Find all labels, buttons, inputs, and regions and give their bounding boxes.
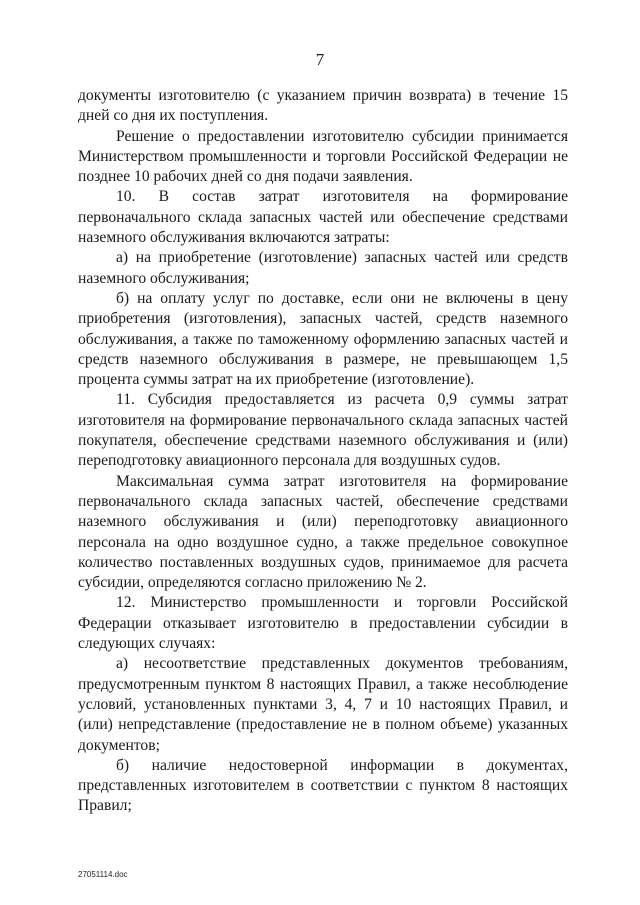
paragraph-item-10a: а) на приобретение (изготовление) запасных частей или средств наземного обслуживания; (78, 249, 568, 287)
document-body (78, 86, 568, 817)
paragraph-item-12b: б) наличие недостоверной информации в документах, представленных изготовителем в соответствии с пунктом 8 настоящих Правил; (78, 756, 568, 815)
paragraph-max-sum: Максимальная сумма затрат изготовителя на формирование первоначального склада запасных частей, обеспечение средствами наземного обслуживания и (или) переподготовку авиационного персонала на одно воздушное судно, а также предельное совокупное количество поставленных воздушных судов, принимаемое для расчета субсидии, определяются согласно приложению № 2. (78, 472, 568, 592)
paragraph-item-10b: б) на оплату услуг по доставке, если они не включены в цену приобретения (изготовления), запасных частей, средств наземного обслуживания, а также по таможенному оформлению запасных частей и средств наземного обслуживания в размере, не превышающем 1,5 процента суммы затрат на их приобретение (изготовление). (78, 289, 568, 389)
page-number: 7 (315, 50, 325, 69)
paragraph-item-10: 10. В состав затрат изготовителя на формирование первоначального склада запасных частей или обеспечение средствами наземного обслуживания включаются затраты: (78, 188, 568, 247)
paragraph-continuation: документы изготовителю (с указанием причин возврата) в течение 15 дней со дня их поступления. (78, 87, 568, 125)
paragraph-decision: Решение о предоставлении изготовителю субсидии принимается Министерством промышленности и торговли Российской Федерации не позднее 10 рабочих дней со дня подачи заявления. (78, 127, 568, 186)
footer-filename: 27051114.doc (78, 870, 128, 879)
paragraph-item-12a: а) несоответствие представленных документов требованиям, предусмотренным пунктом 8 настоящих Правил, а также несоблюдение условий, установленных пунктами 3, 4, 7 и 10 настоящих Правил, и (или) непредставление (предоставление не в полном объеме) указанных документов; (78, 655, 568, 754)
paragraph-item-12: 12. Министерство промышленности и торговли Российской Федерации отказывает изготовителю в предоставлении субсидии в следующих случаях: (78, 594, 568, 653)
paragraph-item-11: 11. Субсидия предоставляется из расчета 0,9 суммы затрат изготовителя на формирование первоначального склада запасных частей покупателя, обеспечение средствами наземного обслуживания и (или) переподготовку авиационного персонала для воздушных судов. (78, 391, 568, 470)
